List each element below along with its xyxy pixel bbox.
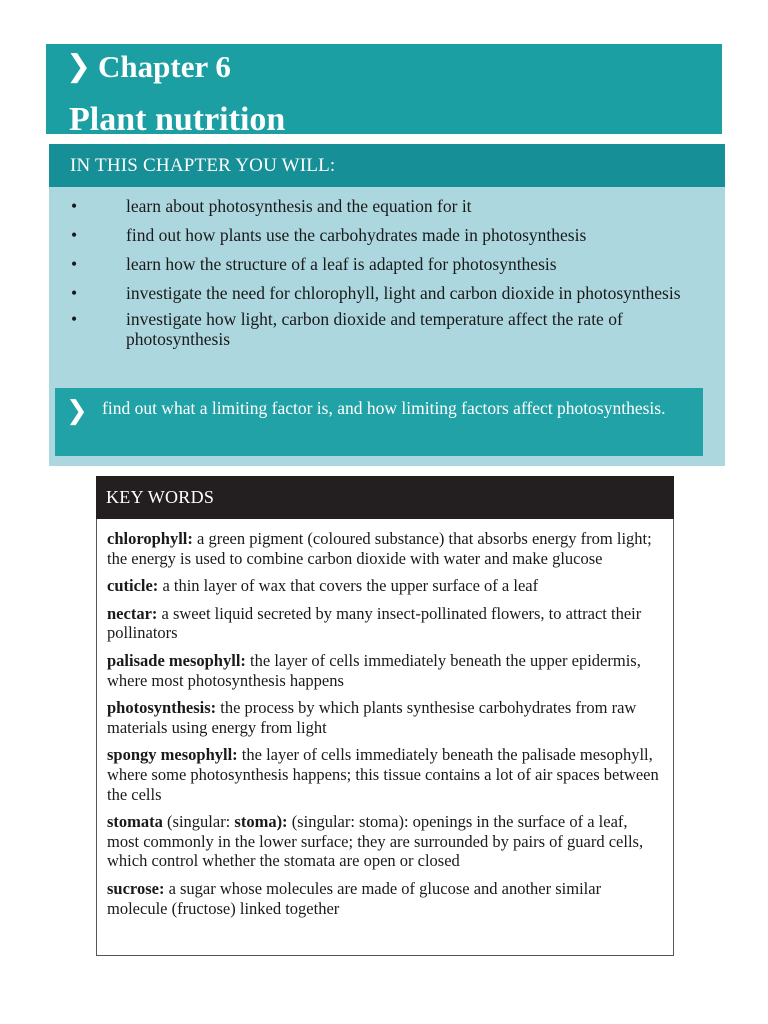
objectives-heading-bar [49,144,725,187]
extension-callout [55,388,703,456]
objectives-heading: IN THIS CHAPTER YOU WILL: [70,155,336,176]
key-word-definition: a thin layer of wax that covers the upper surface of a leaf [158,576,539,596]
objective-text: learn about photosynthesis and the equation for it [126,196,472,216]
bullet-icon: • [71,283,78,303]
objectives-box [49,144,725,466]
bullet-icon: • [71,254,78,274]
key-word-definition: the process by which plants synthesise carbohydrates from raw materials using energy from light [107,698,637,737]
key-word-term: photosynthesis: [107,698,217,718]
key-words-heading-bar [96,476,674,519]
objectives-list [49,196,725,358]
key-word-term: spongy mesophyll: [107,745,238,765]
key-word-entry [107,576,663,596]
list-item [49,254,725,274]
key-words-heading: KEY WORDS [106,487,215,507]
key-word-definition: the layer of cells immediately beneath the palisade mesophyll, where some photosynthesis happens; this tissue contains a lot of air spaces between the cells [107,745,659,804]
list-item [49,283,725,303]
key-word-term: palisade mesophyll: [107,650,246,670]
key-word-term: sucrose: [107,878,165,898]
key-word-entry [107,745,663,804]
key-word-definition: the layer of cells immediately beneath the upper epidermis, where most photosynthesis happens [107,650,641,690]
chapter-banner [46,44,722,138]
key-word-entry [107,698,663,737]
chapter-number: Chapter 6 [98,49,231,84]
list-item [49,225,725,245]
extension-text: find out what a limiting factor is, and how limiting factors affect photosynthesis. [102,398,666,418]
objective-text: learn how the structure of a leaf is adapted for photosynthesis [126,254,557,274]
key-word-term: stomata [107,812,163,832]
chevron-right-icon: ❯ [66,49,92,84]
key-word-definition: (singular: stoma): openings in the surface of a leaf, most commonly in the lower surface; they are surrounded by pairs of guard cells, which control whether the stomata are open or closed [107,812,644,871]
objective-text: investigate the need for chlorophyll, light and carbon dioxide in photosynthesis [126,283,681,303]
bullet-icon: • [71,196,78,216]
key-word-entry [107,879,663,918]
key-word-term-note: (singular: [162,812,235,832]
bullet-icon: • [71,225,78,245]
key-word-term-alt: stoma): [234,812,288,832]
key-word-entry [107,651,663,690]
key-word-term: cuticle: [107,576,159,596]
bullet-icon: • [71,309,78,329]
key-word-definition: a green pigment (coloured substance) that absorbs energy from light; the energy is used to combine carbon dioxide with water and make glucose [107,529,652,568]
key-word-definition: a sweet liquid secreted by many insect-pollinated flowers, to attract their pollinators [107,603,642,643]
list-item [49,309,725,349]
objective-text: find out how plants use the carbohydrates made in photosynthesis [126,225,587,245]
list-item [49,196,725,216]
key-words-list [107,529,663,926]
key-word-entry [107,529,663,568]
key-word-term: nectar: [107,603,158,623]
key-word-term: chlorophyll: [107,529,193,548]
key-word-entry [107,812,663,871]
key-word-definition: a sugar whose molecules are made of glucose and another similar molecule (fructose) linked together [107,878,602,918]
key-words-box [96,476,674,956]
key-word-entry [107,604,663,643]
chevron-right-icon: ❯ [66,396,88,426]
objective-text: investigate how light, carbon dioxide and temperature affect the rate of photosynthesis [126,309,623,349]
chapter-title: Plant nutrition [69,101,286,138]
